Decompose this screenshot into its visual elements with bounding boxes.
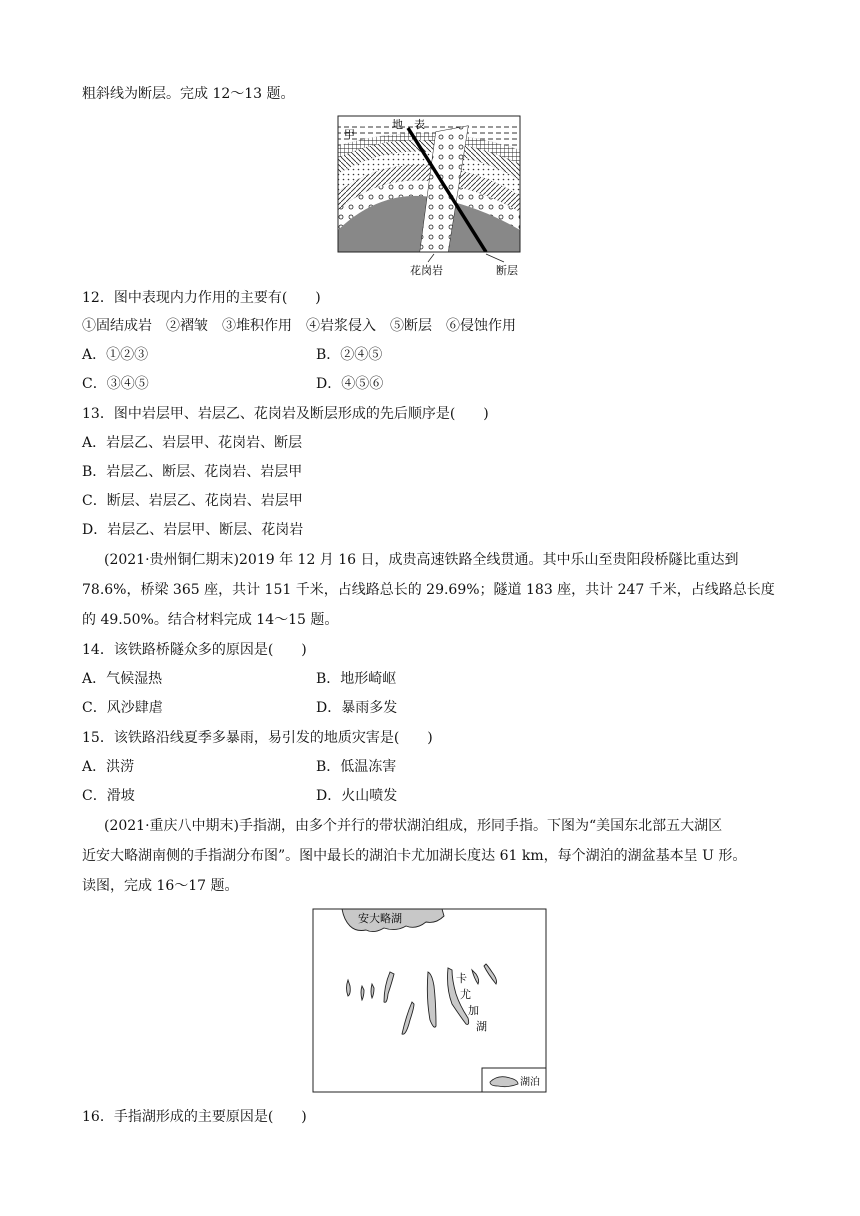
q15-option-c[interactable]: C．滑坡 — [82, 788, 135, 804]
fault-label: 断层 — [496, 264, 518, 277]
q14-option-b[interactable]: B．地形崎岖 — [316, 671, 397, 687]
cayuga-label-3: 加 — [468, 1004, 479, 1017]
geology-figure — [336, 112, 536, 282]
q13-option-c[interactable]: C．断层、岩层乙、花岗岩、岩层甲 — [82, 493, 303, 509]
ontario-label: 安大略湖 — [358, 912, 402, 925]
q13-option-d[interactable]: D．岩层乙、岩层甲、断层、花岗岩 — [82, 522, 304, 538]
passage3-line1: (2021·重庆八中期末)手指湖，由多个并行的带状湖泊组成，形同手指。下图为“美国东北部五大湖区 — [104, 818, 723, 834]
q13-stem: 13．图中岩层甲、岩层乙、花岗岩及断层形成的先后顺序是( ) — [82, 406, 489, 422]
legend-label: 湖泊 — [520, 1077, 540, 1088]
q14-option-a[interactable]: A．气候湿热 — [82, 671, 163, 687]
surface-label: 地 表 — [392, 118, 425, 131]
q12-option-d[interactable]: D．④⑤⑥ — [316, 376, 384, 392]
passage2-line1: (2021·贵州铜仁期末)2019 年 12 月 16 日，成贵高速铁路全线贯通。其中乐山至贵阳段桥隧比重达到 — [104, 552, 739, 568]
q15-option-a[interactable]: A．洪涝 — [82, 759, 135, 775]
passage2-line2: 78.6%，桥梁 365 座，共计 151 千米，占线路总长的 29.69%；隧道 183 座，共计 247 千米，占线路总长度 — [82, 582, 775, 598]
cayuga-label-4: 湖 — [476, 1020, 487, 1033]
passage3-line3: 读图，完成 16～17 题。 — [82, 878, 239, 894]
cayuga-label-1: 卡 — [456, 972, 467, 985]
q15-option-b[interactable]: B．低温冻害 — [316, 759, 397, 775]
q16-stem: 16．手指湖形成的主要原因是( ) — [82, 1109, 307, 1125]
q15-stem: 15．该铁路沿线夏季多暴雨，易引发的地质灾害是( ) — [82, 730, 433, 746]
q14-option-c[interactable]: C．风沙肆虐 — [82, 700, 163, 716]
q14-option-d[interactable]: D．暴雨多发 — [316, 700, 398, 716]
layer-jia-label: 甲 — [344, 128, 355, 141]
q15-option-d[interactable]: D．火山喷发 — [316, 788, 398, 804]
finger-lakes-map-svg — [312, 908, 548, 1094]
intro-text: 粗斜线为断层。完成 12～13 题。 — [82, 86, 295, 102]
passage3-line2: 近安大略湖南侧的手指湖分布图”。图中最长的湖泊卡尤加湖长度达 61 km，每个湖泊的湖盆基本呈 U 形。 — [82, 848, 747, 864]
finger-lakes-map — [312, 908, 548, 1094]
q14-stem: 14．该铁路桥隧众多的原因是( ) — [82, 642, 307, 658]
q12-option-c[interactable]: C．③④⑤ — [82, 376, 149, 392]
cayuga-label-2: 尤 — [460, 988, 471, 1001]
granite-label: 花岗岩 — [410, 264, 443, 277]
q12-stem: 12．图中表现内力作用的主要有( ) — [82, 290, 321, 306]
passage2-line3: 的 49.50%。结合材料完成 14～15 题。 — [82, 612, 339, 628]
geology-cross-section-svg — [336, 112, 536, 282]
q12-option-a[interactable]: A．①②③ — [82, 347, 149, 363]
q13-option-a[interactable]: A．岩层乙、岩层甲、花岗岩、断层 — [82, 435, 303, 451]
q12-option-b[interactable]: B．②④⑤ — [316, 347, 383, 363]
q13-option-b[interactable]: B．岩层乙、断层、花岗岩、岩层甲 — [82, 464, 303, 480]
q12-items: ①固结成岩 ②褶皱 ③堆积作用 ④岩浆侵入 ⑤断层 ⑥侵蚀作用 — [82, 318, 516, 334]
